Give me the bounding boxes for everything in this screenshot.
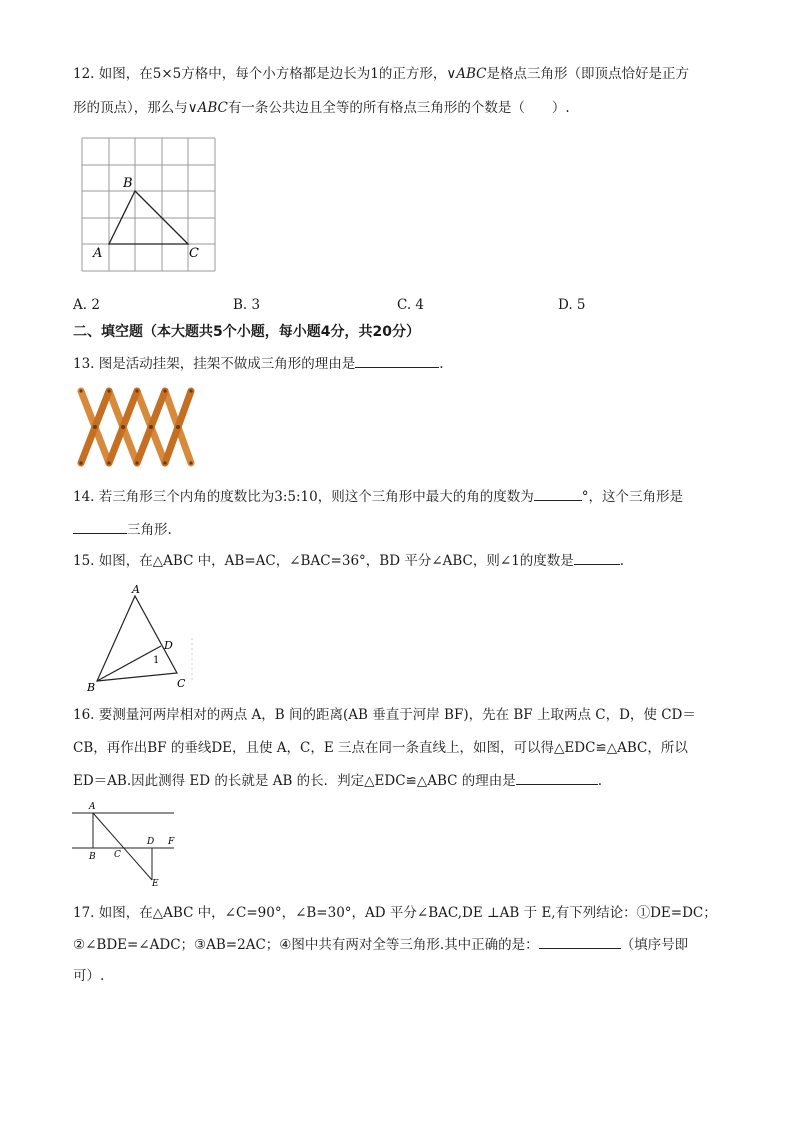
- hanger-image: [75, 383, 197, 471]
- q16-line3: [73, 770, 602, 791]
- answer-blank: [534, 486, 582, 501]
- q14-text: 三角形.: [127, 522, 172, 538]
- q12-text: 是格点三角形（即顶点恰好是正方: [486, 66, 689, 82]
- answer-blank: [539, 934, 621, 949]
- q17-line2: [73, 934, 688, 955]
- period: .: [597, 773, 603, 789]
- q16-river-figure: [70, 798, 182, 890]
- q14-text: °，这个三角形是: [581, 489, 683, 505]
- q12-line2: [73, 98, 570, 118]
- label-c: C: [114, 850, 121, 860]
- q14-text: 14. 若三角形三个内角的度数比为3:5:10，则这个三角形中最大的角的度数为: [73, 489, 534, 505]
- label-a: A: [89, 802, 96, 812]
- label-c: C: [177, 677, 186, 690]
- q16-text: ED＝AB.因此测得 ED 的长就是 AB 的长．判定△EDC≌△ABC 的理由是: [73, 773, 516, 789]
- choice-c: C. 4: [397, 297, 425, 313]
- q16-line1: 16. 要测量河两岸相对的两点 A，B 间的距离(AB 垂直于河岸 BF)，先在 BF 上取两点 C，D，使 CD＝: [73, 707, 696, 723]
- choice-b: B. 3: [233, 297, 261, 313]
- q12-text: 12. 如图，在5×5方格中，每个小方格都是边长为1的正方形，: [73, 66, 447, 82]
- label-b: B: [89, 852, 96, 862]
- angle-1-label: 1: [153, 655, 160, 666]
- label-d: D: [147, 837, 155, 847]
- answer-blank: [355, 353, 439, 368]
- q15-line: [73, 550, 624, 571]
- q14-line2: [73, 519, 172, 540]
- label-f: F: [168, 837, 175, 847]
- triangle-symbol: ∨ABC: [187, 100, 228, 116]
- q15-text: 15. 如图，在△ABC 中，AB=AC，∠BAC=36°，BD 平分∠ABC，则∠1的度数是: [73, 553, 574, 569]
- q12-text: 有一条公共边且全等的所有格点三角形的个数是（ ）.: [227, 100, 570, 116]
- label-a: A: [93, 246, 103, 261]
- q14-line1: [73, 486, 683, 507]
- label-d: D: [164, 639, 173, 652]
- q13-text: 13. 图是活动挂架，挂架不做成三角形的理由是: [73, 356, 356, 372]
- label-a: A: [132, 583, 140, 596]
- label-e: E: [152, 879, 159, 889]
- period: .: [619, 553, 625, 569]
- label-b: B: [87, 681, 96, 693]
- q13-line: [73, 353, 444, 374]
- q17-line1: 17. 如图，在△ABC 中，∠C=90°，∠B=30°，AD 平分∠BAC,DE ⊥AB 于 E,有下列结论：①DE=DC；: [73, 905, 717, 921]
- segment-ae: [93, 813, 155, 880]
- q15-triangle-figure: [82, 583, 197, 693]
- period: .: [439, 356, 444, 372]
- section-header: 二、填空题（本大题共5个小题，每小题4分，共20分）: [73, 324, 420, 340]
- answer-blank: [516, 770, 598, 785]
- triangle-symbol: ∨ABC: [446, 66, 487, 82]
- q17-text: ②∠BDE=∠ADC；③AB=2AC；④图中共有两对全等三角形.其中正确的是：: [73, 937, 539, 953]
- answer-blank: [574, 550, 620, 565]
- choice-d: D. 5: [558, 297, 586, 313]
- q12-line1: [73, 64, 689, 84]
- q17-text: （填序号即: [620, 937, 689, 953]
- choice-a: A. 2: [73, 297, 100, 313]
- q12-grid-figure: [78, 135, 223, 275]
- label-b: B: [123, 176, 133, 191]
- answer-blank: [73, 519, 127, 534]
- q12-text: 形的顶点），那么与: [73, 100, 188, 116]
- q16-line2: CB，再作出BF 的垂线DE，且使 A，C，E 三点在同一条直线上，如图，可以得△EDC≌△ABC，所以: [73, 740, 688, 756]
- q17-line3: 可）.: [73, 968, 105, 984]
- label-c: C: [189, 246, 199, 261]
